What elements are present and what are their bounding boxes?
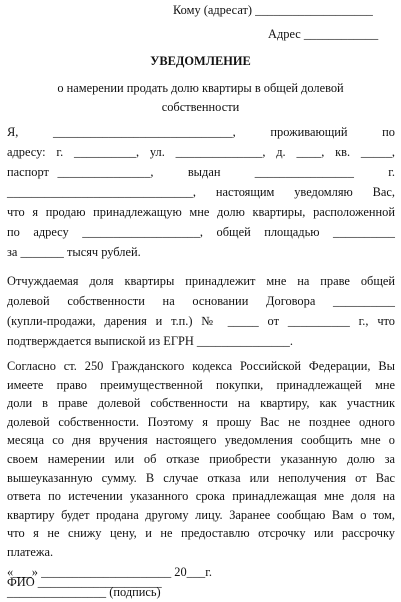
paragraph3-line: вышеуказанную сумму. В случае отказа или неполучения от Вас bbox=[7, 470, 395, 485]
paragraph3-line: Согласно ст. 250 Гражданского кодекса Российской Федерации, Вы bbox=[7, 359, 395, 373]
paragraph3-line: долевой собственности. Поэтому я прошу Вас не позднее одного bbox=[7, 414, 395, 429]
subtitle-line-1: о намерении продать долю квартиры в общей долевой bbox=[57, 81, 344, 95]
paragraph2-line: (купли-продажи, дарения и т.п.) № _____ от __________ г., что bbox=[7, 314, 395, 328]
fio-line: ФИО ____________________ bbox=[7, 575, 162, 589]
subtitle-line-2: собственности bbox=[161, 100, 240, 114]
paragraph3-line: платежа. bbox=[7, 545, 54, 559]
paragraph3-line: месяца со дня вручения настоящего уведомления сообщить мне о bbox=[7, 433, 395, 448]
paragraph3-line: ответа по истечении указанного срока принадлежащая мне доля на bbox=[7, 489, 395, 504]
signature-line: ________________ (подпись) bbox=[7, 585, 161, 599]
paragraph3-line: квартиру будет продана другому лицу. Заранее сообщаю Вам о том, bbox=[7, 507, 395, 522]
recipient-line: Кому (адресат) ___________________ bbox=[173, 3, 373, 17]
paragraph3-line: что я не снижу цену, и не предоставлю отсрочку или рассрочку bbox=[7, 526, 395, 541]
paragraph1-line: ______________________________, настоящим уведомляю Вас, bbox=[7, 185, 395, 199]
paragraph1-line: адресу: г. __________, ул. ______________, д. ____, кв. _____, bbox=[7, 145, 395, 159]
paragraph1-line: за _______ тысяч рублей. bbox=[7, 245, 141, 259]
paragraph2-line: долевой собственности на основании Договора __________ bbox=[7, 294, 395, 308]
paragraph2-line: Отчуждаемая доля квартиры принадлежит мне на праве общей bbox=[7, 274, 395, 288]
paragraph1-line: что я продаю принадлежащую мне долю квартиры, расположенной bbox=[7, 205, 395, 219]
paragraph1-line: паспорт _______________, выдан ________________ г. bbox=[7, 165, 395, 179]
paragraph3-line: доли в праве долевой собственности на квартиру, как участник bbox=[7, 396, 395, 411]
paragraph3-line: имеете право преимущественной покупки, принадлежащей мне bbox=[7, 377, 395, 392]
paragraph3-line: своем намерении или об отказе приобрести указанную долю за bbox=[7, 452, 395, 466]
paragraph1-line: по адресу ___________________, общей площадью __________ bbox=[7, 225, 395, 239]
paragraph1-line: Я, _____________________________, проживающий по bbox=[7, 125, 395, 139]
paragraph2-line: подтверждается выпиской из ЕГРН _______________. bbox=[7, 334, 293, 348]
document-title: УВЕДОМЛЕНИЕ bbox=[150, 54, 251, 68]
address-line: Адрес ____________ bbox=[268, 27, 379, 41]
date-line: «___» _____________________ 20___г. bbox=[7, 565, 213, 579]
